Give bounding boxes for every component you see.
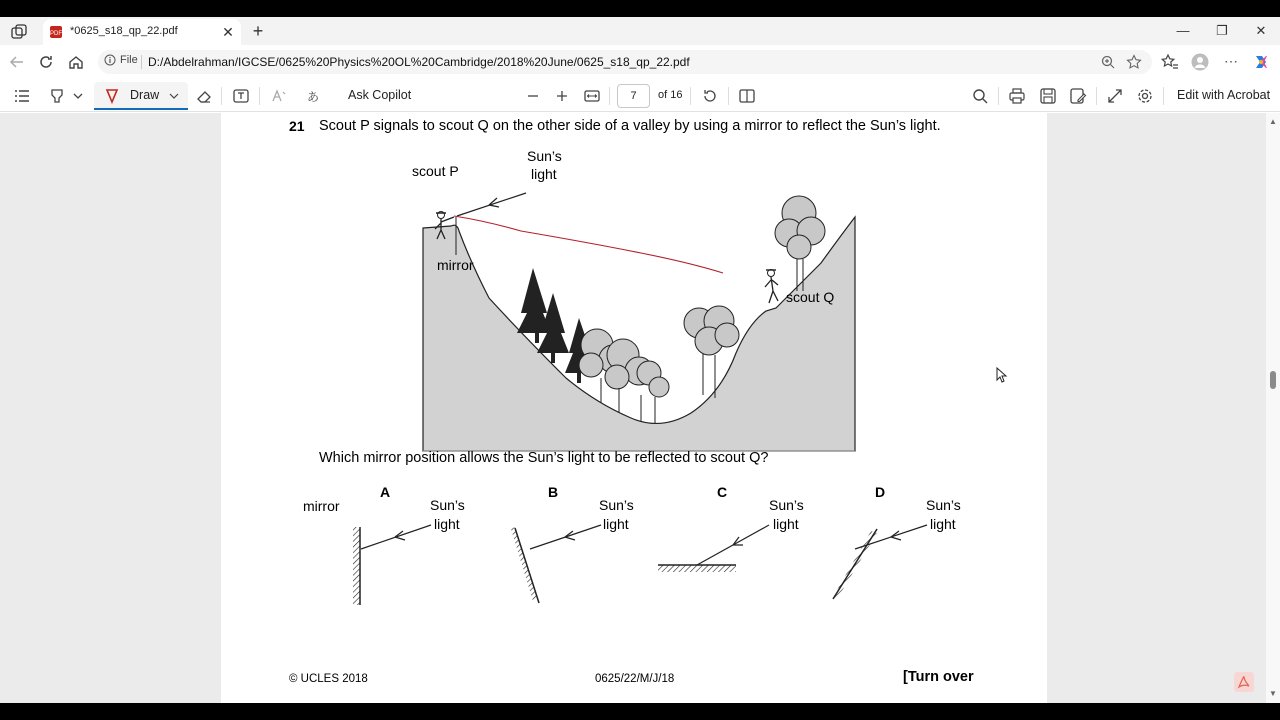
option-b-suns: Sun’s: [599, 497, 634, 513]
page-number-input[interactable]: 7: [617, 84, 650, 108]
footer-turn-over: [Turn over: [903, 669, 974, 685]
option-a-suns: Sun’s: [430, 497, 465, 513]
zoom-in-icon[interactable]: [553, 87, 571, 105]
toolbar-separator: [728, 87, 729, 105]
option-c-letter: C: [717, 484, 728, 500]
address-separator: [141, 55, 142, 69]
highlight-icon[interactable]: [48, 87, 66, 105]
document-viewport[interactable]: [0, 113, 1266, 703]
info-icon: [104, 54, 116, 66]
scroll-down-icon[interactable]: ▼: [1269, 689, 1277, 698]
tab-pdf[interactable]: [43, 19, 241, 45]
toolbar-separator: [609, 87, 610, 105]
option-d-suns: Sun’s: [926, 497, 961, 513]
site-info[interactable]: [104, 54, 138, 66]
favorites-icon[interactable]: [1161, 53, 1179, 71]
option-d-light: light: [930, 516, 956, 532]
option-a-light: light: [434, 516, 460, 532]
address-bar[interactable]: [98, 50, 1152, 74]
back-icon[interactable]: [8, 53, 26, 71]
figure-label-light: light: [531, 166, 557, 182]
tab-close-icon[interactable]: ✕: [222, 24, 234, 40]
fullscreen-icon[interactable]: [1106, 87, 1124, 105]
save-icon[interactable]: [1039, 87, 1057, 105]
option-d-diagram: [833, 525, 927, 599]
eraser-icon[interactable]: [195, 87, 213, 105]
draw-pen-icon: [104, 88, 120, 104]
tab-strip: [0, 17, 1280, 45]
scrollbar-thumb[interactable]: [1270, 371, 1276, 389]
address-row: [0, 45, 1280, 79]
svg-text:あ: あ: [307, 90, 320, 104]
option-a-diagram: [353, 525, 431, 605]
figure-label-scout-p: scout P: [412, 163, 459, 179]
read-aloud-icon[interactable]: [270, 87, 288, 105]
draw-button[interactable]: [94, 82, 188, 110]
option-a-mirror-label: mirror: [303, 498, 340, 514]
more-menu-icon[interactable]: ⋯: [1224, 53, 1238, 69]
prompt-text: Which mirror position allows the Sun’s light to be reflected to scout Q?: [319, 450, 769, 466]
page-view-icon[interactable]: [738, 87, 756, 105]
rotate-icon[interactable]: [701, 87, 719, 105]
print-icon[interactable]: [1008, 87, 1026, 105]
profile-avatar-icon[interactable]: [1191, 53, 1209, 71]
restore-icon[interactable]: ❐: [1216, 23, 1228, 38]
draw-label: Draw: [130, 88, 160, 102]
option-d-letter: D: [875, 484, 886, 500]
option-b-light: light: [603, 516, 629, 532]
favorite-star-icon[interactable]: [1126, 54, 1142, 70]
translate-icon[interactable]: [306, 87, 324, 105]
close-window-icon[interactable]: ✕: [1255, 23, 1267, 38]
figure-label-mirror: mirror: [437, 257, 474, 273]
zoom-out-icon[interactable]: [524, 87, 542, 105]
footer-copyright: © UCLES 2018: [289, 673, 368, 685]
home-icon[interactable]: [67, 53, 85, 71]
figure-label-suns: Sun’s: [527, 148, 562, 164]
settings-gear-icon[interactable]: [1136, 87, 1154, 105]
address-url: D:/Abdelrahman/IGCSE/0625%20Physics%20OL%20Cambridge/2018%20June/0625_s18_qp_22.pdf: [148, 55, 690, 69]
contents-list-icon[interactable]: [13, 87, 31, 105]
options-diagrams: [221, 113, 1047, 703]
question-text: Scout P signals to scout Q on the other side of a valley by using a mirror to reflect the Sun’s light.: [319, 118, 941, 134]
scroll-up-icon[interactable]: ▲: [1269, 117, 1277, 126]
fit-width-icon[interactable]: [583, 87, 601, 105]
pdf-page: [221, 113, 1047, 703]
toolbar-separator: [221, 87, 222, 105]
option-b-letter: B: [548, 484, 559, 500]
footer-code: 0625/22/M/J/18: [595, 673, 675, 685]
option-c-light: light: [773, 516, 799, 532]
zoom-icon[interactable]: [1100, 54, 1116, 70]
address-file-label: File: [120, 54, 138, 66]
page-total: of 16: [658, 89, 683, 101]
search-icon[interactable]: [971, 87, 989, 105]
figure-label-scout-q: scout Q: [786, 289, 835, 305]
toolbar-separator: [690, 87, 691, 105]
svg-text:PDF: PDF: [50, 31, 62, 37]
highlight-dropdown-icon[interactable]: [71, 87, 85, 105]
draw-dropdown-icon[interactable]: [168, 90, 180, 102]
option-a-letter: A: [380, 484, 391, 500]
save-as-icon[interactable]: [1069, 87, 1087, 105]
pdf-toolbar: [0, 79, 1280, 112]
browser-window: [0, 17, 1280, 703]
option-c-suns: Sun’s: [769, 497, 804, 513]
toolbar-separator: [1096, 87, 1097, 105]
add-text-icon[interactable]: [232, 87, 250, 105]
refresh-icon[interactable]: [37, 53, 55, 71]
ask-copilot-button[interactable]: Ask Copilot: [348, 88, 412, 102]
workspaces-icon[interactable]: [10, 23, 28, 41]
pdf-file-icon: [49, 25, 63, 39]
copilot-icon[interactable]: [1252, 53, 1270, 71]
tab-title: *0625_s18_qp_22.pdf: [70, 25, 178, 37]
toolbar-separator: [1163, 87, 1164, 105]
edit-with-acrobat-button[interactable]: Edit with Acrobat: [1177, 88, 1271, 102]
new-tab-icon[interactable]: +: [252, 21, 264, 41]
option-b-diagram: [511, 525, 601, 603]
minimize-icon[interactable]: —: [1176, 23, 1190, 38]
acrobat-icon[interactable]: [1234, 672, 1254, 692]
mouse-cursor-icon: [996, 367, 1008, 383]
option-c-diagram: [658, 525, 769, 572]
toolbar-separator: [998, 87, 999, 105]
vertical-scrollbar[interactable]: [1266, 113, 1280, 703]
toolbar-separator: [259, 87, 260, 105]
question-number: 21: [289, 118, 305, 134]
